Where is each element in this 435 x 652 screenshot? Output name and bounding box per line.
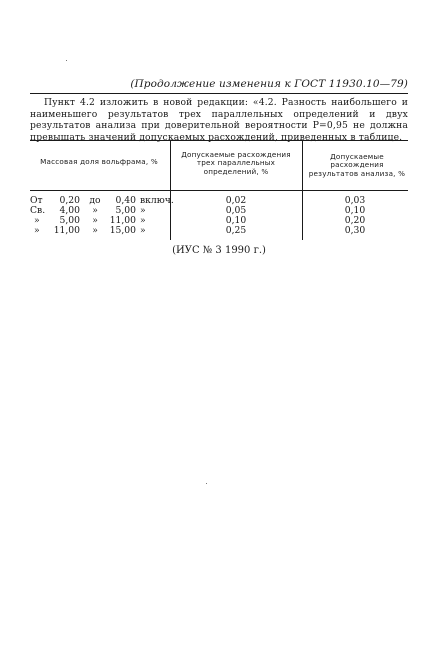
- amendment-text: Пункт 4.2 изложить в новой редакции: «4.2. Разность наибольшего и наименьшего результатов трех параллельных определений и двух результатов анализа при доверительной вероятности P=0,95 не должна превышать значений допускаемых расхождений, приведенных в таблице.: [30, 97, 408, 143]
- scan-speck: [66, 60, 67, 61]
- table-row: » 11,00 » 15,00 » 0,25 0,30: [34, 225, 366, 236]
- source-reference: (ИУС № 3 1990 г.): [172, 245, 266, 256]
- table-header-rule: [30, 190, 408, 191]
- table-row: Св. 4,00 » 5,00 » 0,05 0,10: [30, 205, 366, 216]
- amendment-paragraph: [30, 97, 408, 143]
- header-rule: [30, 93, 408, 94]
- table-top-rule: [30, 140, 408, 141]
- header-analysis-tolerance: Допускаемые расхождения результатов анализа, %: [308, 152, 406, 178]
- table-row: » 5,00 » 11,00 » 0,10 0,20: [34, 215, 366, 226]
- continuation-header: (Продолжение изменения к ГОСТ 11930.10—79): [130, 78, 408, 90]
- table-row: От 0,20 до 0,40 включ. 0,02 0,03: [30, 195, 366, 206]
- scan-speck: [206, 483, 207, 484]
- header-parallel-tolerance: Допускаемые расхождения трех параллельных определений, %: [181, 150, 291, 176]
- header-tungsten-fraction: Массовая доля вольфрама, %: [40, 157, 158, 166]
